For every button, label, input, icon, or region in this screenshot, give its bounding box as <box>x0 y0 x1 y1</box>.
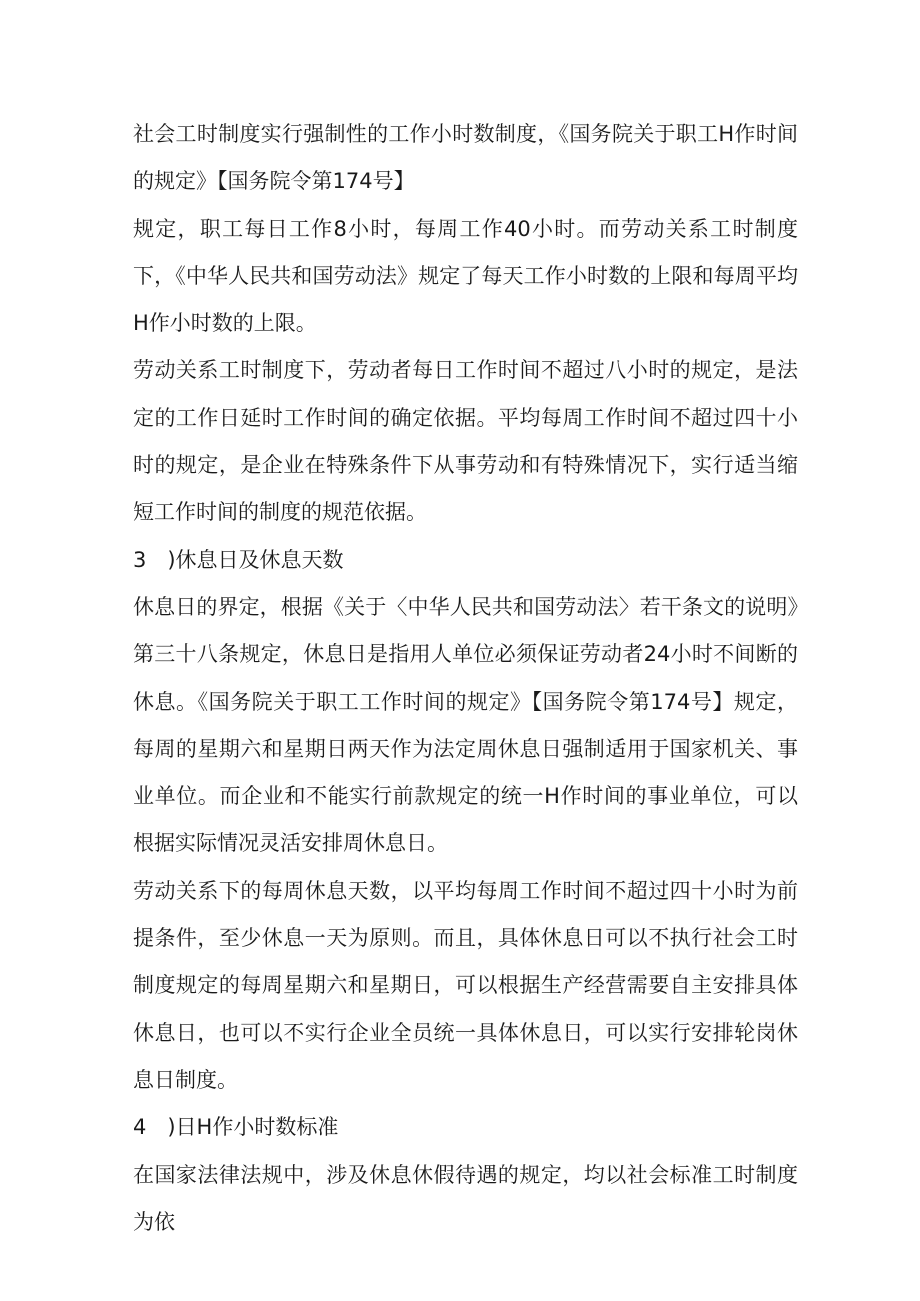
document-body <box>133 111 798 1246</box>
paragraph-work-hours-system: 社会工时制度实行强制性的工作小时数制度，《国务院关于职工H作时间的规定》【国务院令第174号】 <box>133 122 798 194</box>
paragraph-rest-day-definition: 休息日的界定，根据《关于〈中华人民共和国劳动法〉若干条文的说明》第三十八条规定，休息日是指用人单位必须保证劳动者24小时不间断的休息。《国务院关于职工工作时间的规定》【国务院令第174号】规定，每周的星期六和星期日两天作为法定周休息日强制适用于国家机关、事业单位。而企业和不能实行前款规定的统一H作时间的事业单位，可以根据实际情况灵活安排周休息日。 <box>133 594 798 856</box>
section-heading-rest-days: 3 )休息日及休息天数 <box>133 547 344 572</box>
section-heading-daily-hours-standard: 4 )日H作小时数标准 <box>133 1115 339 1140</box>
paragraph-leave-benefits: 在国家法律法规中，涉及休息休假待遇的规定，均以社会标准工时制度为依 <box>133 1162 798 1234</box>
paragraph-labor-relation-hours: 劳动关系工时制度下，劳动者每日工作时间不超过八小时的规定，是法定的工作日延时工作时间的确定依据。平均每周工作时间不超过四十小时的规定，是企业在特殊条件下从事劳动和有特殊情况下，实行适当缩短工作时间的制度的规范依据。 <box>133 358 798 525</box>
paragraph-daily-weekly-hours: 规定，职工每日工作8小时，每周工作40小时。而劳动关系工时制度下，《中华人民共和国劳动法》规定了每天工作小时数的上限和每周平均H作小时数的上限。 <box>133 216 798 336</box>
paragraph-weekly-rest-days: 劳动关系下的每周休息天数，以平均每周工作时间不超过四十小时为前提条件，至少休息一天为原则。而且，具体休息日可以不执行社会工时制度规定的每周星期六和星期日，可以根据生产经营需要自主安排具体休息日，也可以不实行企业全员统一具体休息日，可以实行安排轮岗休息日制度。 <box>133 878 798 1092</box>
